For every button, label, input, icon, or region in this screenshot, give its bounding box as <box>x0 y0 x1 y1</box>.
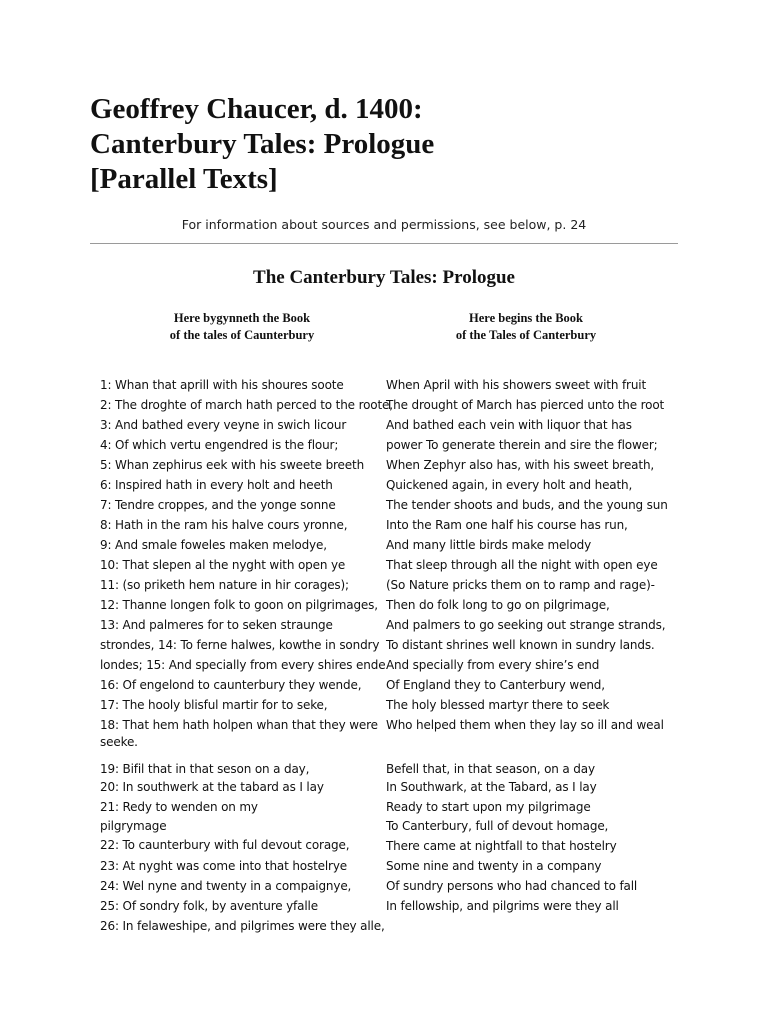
verse-line: The drought of March has pierced unto the root <box>386 398 665 412</box>
verse-line: To Canterbury, full of devout homage, <box>386 819 609 833</box>
heading-line: of the tales of Caunterbury <box>169 328 315 342</box>
verse-line: 4: Of which vertu engendred is the flour; <box>100 438 339 452</box>
verse-line: 13: And palmeres for to seken straunge <box>100 618 333 632</box>
verse-line: 8: Hath in the ram his halve cours yronne, <box>100 518 348 532</box>
verse-line: 22: To caunterbury with ful devout corage, <box>100 838 350 852</box>
verse-line: pilgrymage <box>100 819 167 833</box>
verse-line: 11: (so priketh hem nature in hir corages); <box>100 578 349 592</box>
verse-line: Befell that, in that season, on a day <box>386 762 595 776</box>
verse-line: 7: Tendre croppes, and the yonge sonne <box>100 498 336 512</box>
verse-line: Who helped them when they lay so ill and weal <box>386 718 664 732</box>
heading-line: Here begins the Book <box>468 311 583 325</box>
verse-line: Of England they to Canterbury wend, <box>386 678 605 692</box>
verse-line: 3: And bathed every veyne in swich licour <box>100 418 347 432</box>
sources-note: For information about sources and permissions, see below, p. 24 <box>181 217 587 232</box>
document-title <box>90 92 434 197</box>
verse-line: When Zephyr also has, with his sweet breath, <box>386 458 655 472</box>
verse-line: That sleep through all the night with open eye <box>386 558 658 572</box>
title-line: [Parallel Texts] <box>90 163 278 195</box>
verse-line: power To generate therein and sire the flower; <box>386 438 658 452</box>
heading-line: of the Tales of Canterbury <box>455 328 597 342</box>
verse-line: 23: At nyght was come into that hostelrye <box>100 859 348 873</box>
verse-line: To distant shrines well known in sundry lands. <box>386 638 655 652</box>
verse-line: There came at nightfall to that hostelry <box>386 839 617 853</box>
verse-line: In Southwark, at the Tabard, as I lay <box>386 780 597 794</box>
verse-line: 16: Of engelond to caunterbury they wende, <box>100 678 362 692</box>
verse-line: 5: Whan zephirus eek with his sweete breeth <box>100 458 365 472</box>
verse-line: Ready to start upon my pilgrimage <box>386 800 591 814</box>
verse-line: When April with his showers sweet with fruit <box>386 378 647 392</box>
middle-english-heading <box>120 310 364 344</box>
verse-line: londes; 15: And specially from every shires ende <box>100 658 386 672</box>
verse-line: 21: Redy to wenden on my <box>100 800 258 814</box>
verse-line: 26: In felaweshipe, and pilgrimes were they alle, <box>100 919 385 933</box>
verse-line: 20: In southwerk at the tabard as I lay <box>100 780 324 794</box>
verse-line: 12: Thanne longen folk to goon on pilgrimages, <box>100 598 378 612</box>
verse-line: 6: Inspired hath in every holt and heeth <box>100 478 333 492</box>
heading-line: Here bygynneth the Book <box>173 311 311 325</box>
verse-line: 25: Of sondry folk, by aventure yfalle <box>100 899 318 913</box>
verse-line: In fellowship, and pilgrims were they all <box>386 899 619 913</box>
verse-line: 18: That hem hath holpen whan that they were <box>100 718 378 732</box>
verse-line: And specially from every shire’s end <box>386 658 600 672</box>
verse-line: Then do folk long to go on pilgrimage, <box>386 598 610 612</box>
section-title: The Canterbury Tales: Prologue <box>253 267 515 288</box>
verse-line: And palmers to go seeking out strange strands, <box>386 618 666 632</box>
title-line: Geoffrey Chaucer, d. 1400: <box>90 93 423 125</box>
verse-line: Into the Ram one half his course has run, <box>386 518 628 532</box>
verse-line: 1: Whan that aprill with his shoures soote <box>100 378 344 392</box>
verse-line: (So Nature pricks them on to ramp and rage)- <box>386 578 655 592</box>
verse-line: 17: The hooly blisful martir for to seke, <box>100 698 328 712</box>
verse-line: And many little birds make melody <box>386 538 592 552</box>
verse-line: strondes, 14: To ferne halwes, kowthe in sondry <box>100 638 380 652</box>
verse-line: The holy blessed martyr there to seek <box>386 698 610 712</box>
verse-line: 9: And smale foweles maken melodye, <box>100 538 327 552</box>
verse-line: 24: Wel nyne and twenty in a compaignye, <box>100 879 352 893</box>
verse-line: 10: That slepen al the nyght with open ye <box>100 558 346 572</box>
horizontal-divider <box>90 243 678 244</box>
verse-line: 2: The droghte of march hath perced to the roote, <box>100 398 393 412</box>
title-line: Canterbury Tales: Prologue <box>90 128 435 160</box>
verse-line: 19: Bifil that in that seson on a day, <box>100 762 310 776</box>
verse-line: Quickened again, in every holt and heath, <box>386 478 633 492</box>
verse-line: Of sundry persons who had chanced to fall <box>386 879 638 893</box>
verse-line: Some nine and twenty in a company <box>386 859 602 873</box>
verse-line: And bathed each vein with liquor that has <box>386 418 632 432</box>
modern-english-heading <box>400 310 652 344</box>
verse-line: seeke. <box>100 735 138 749</box>
verse-line: The tender shoots and buds, and the young sun <box>386 498 668 512</box>
